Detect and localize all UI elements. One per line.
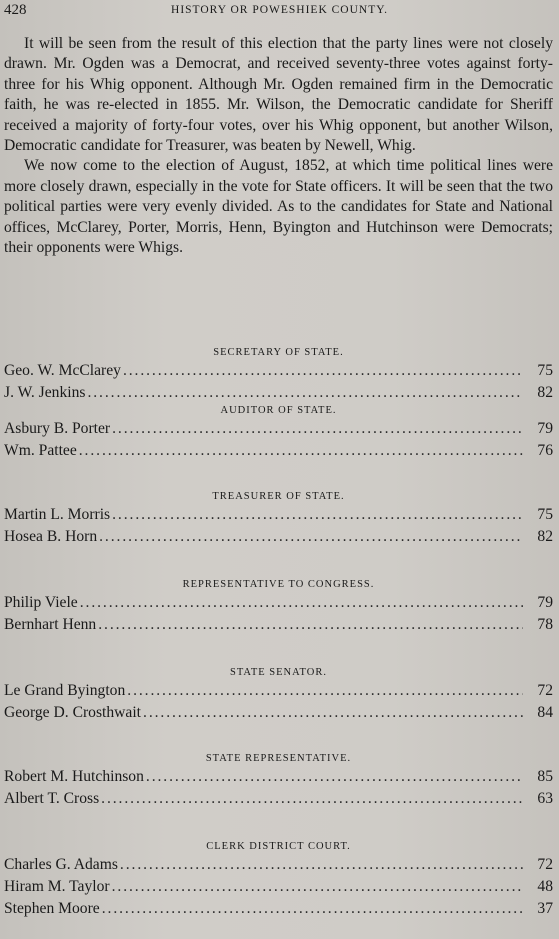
candidate-name: Wm. Pattee	[4, 442, 77, 459]
dot-leader	[98, 616, 523, 634]
vote-count: 72	[537, 856, 553, 873]
vote-count: 48	[537, 878, 553, 895]
candidate-name: Robert M. Hutchinson	[4, 768, 144, 785]
candidate-name: Bernhart Henn	[4, 616, 97, 633]
section-representative-to-congress	[4, 576, 553, 638]
candidate-name: Stephen Moore	[4, 900, 100, 917]
dot-leader	[99, 528, 523, 546]
candidate-name: Philip Viele	[4, 594, 78, 611]
result-row	[4, 506, 553, 528]
candidate-name: Geo. W. McClarey	[4, 362, 121, 379]
dot-leader	[80, 594, 523, 612]
dot-leader	[112, 420, 523, 438]
section-treasurer-of-state	[4, 488, 553, 550]
dot-leader	[101, 790, 523, 808]
result-row	[4, 420, 553, 442]
vote-count: 79	[537, 420, 553, 437]
result-row	[4, 362, 553, 384]
candidate-name: Charles G. Adams	[4, 856, 118, 873]
result-row	[4, 790, 553, 812]
candidate-name: Hosea B. Horn	[4, 528, 98, 545]
vote-count: 78	[537, 616, 553, 633]
result-row	[4, 768, 553, 790]
result-row	[4, 900, 553, 922]
dot-leader	[143, 704, 523, 722]
vote-count: 76	[537, 442, 553, 459]
dot-leader	[79, 442, 523, 460]
dot-leader	[123, 362, 523, 380]
section-title: CLERK DISTRICT COURT.	[206, 841, 351, 852]
vote-count: 82	[537, 384, 553, 401]
vote-count: 84	[537, 704, 553, 721]
candidate-name: Le Grand Byington	[4, 682, 126, 699]
vote-count: 63	[537, 790, 553, 807]
result-row	[4, 704, 553, 726]
section-title: AUDITOR OF STATE.	[220, 405, 337, 416]
dot-leader	[146, 768, 523, 786]
dot-leader	[112, 506, 523, 524]
section-auditor-of-state	[4, 402, 553, 464]
section-title: STATE REPRESENTATIVE.	[205, 753, 352, 764]
dot-leader	[112, 878, 523, 896]
page-header	[4, 2, 555, 22]
result-row	[4, 856, 553, 878]
candidate-name: Hiram M. Taylor	[4, 878, 110, 895]
page-number: 428	[4, 2, 27, 18]
result-row	[4, 878, 553, 900]
section-title: SECRETARY OF STATE.	[213, 347, 344, 358]
running-head: HISTORY OR POWESHIEK COUNTY.	[171, 4, 388, 16]
result-row	[4, 528, 553, 550]
section-clerk-district-court	[4, 838, 553, 922]
candidate-name: Albert T. Cross	[4, 790, 100, 807]
vote-count: 72	[537, 682, 553, 699]
candidate-name: J. W. Jenkins	[4, 384, 86, 401]
vote-count: 75	[537, 362, 553, 379]
section-title: STATE SENATOR.	[230, 667, 327, 678]
vote-count: 37	[537, 900, 553, 917]
result-row	[4, 616, 553, 638]
dot-leader	[102, 900, 523, 918]
section-title: TREASURER OF STATE.	[212, 491, 345, 502]
candidate-name: Martin L. Morris	[4, 506, 111, 523]
vote-count: 79	[537, 594, 553, 611]
section-title: REPRESENTATIVE TO CONGRESS.	[182, 579, 375, 590]
dot-leader	[127, 682, 523, 700]
dot-leader	[87, 384, 523, 402]
body-text	[4, 34, 553, 258]
result-row	[4, 682, 553, 704]
vote-count: 85	[537, 768, 553, 785]
paragraph-1: It will be seen from the result of this election that the party lines were not closely drawn. Mr. Ogden was a Democrat, and received seventy-three votes against forty-three for his Whig opponent. Although Mr. Ogden remained firm in the Democratic faith, he was re-elected in 1855. Mr. Wilson, the Democratic candidate for Sheriff received a majority of forty-four votes, over his Whig opponent, but another Wilson, Democratic candidate for Treasurer, was beaten by Newell, Whig.	[4, 35, 553, 155]
result-row	[4, 594, 553, 616]
paragraph-2: We now come to the election of August, 1852, at which time political lines were more closely drawn, especially in the vote for State officers. It will be seen that the two political parties were very evenly divided. As to the candidates for State and National offices, McClarey, Porter, Morris, Henn, Byington and Hutchinson were Democrats; their opponents were Whigs.	[4, 157, 553, 257]
candidate-name: Asbury B. Porter	[4, 420, 111, 437]
section-secretary-of-state	[4, 344, 553, 406]
vote-count: 82	[537, 528, 553, 545]
vote-count: 75	[537, 506, 553, 523]
result-row	[4, 442, 553, 464]
section-state-representative	[4, 750, 553, 812]
dot-leader	[120, 856, 523, 874]
section-state-senator	[4, 664, 553, 726]
candidate-name: George D. Crosthwait	[4, 704, 142, 721]
